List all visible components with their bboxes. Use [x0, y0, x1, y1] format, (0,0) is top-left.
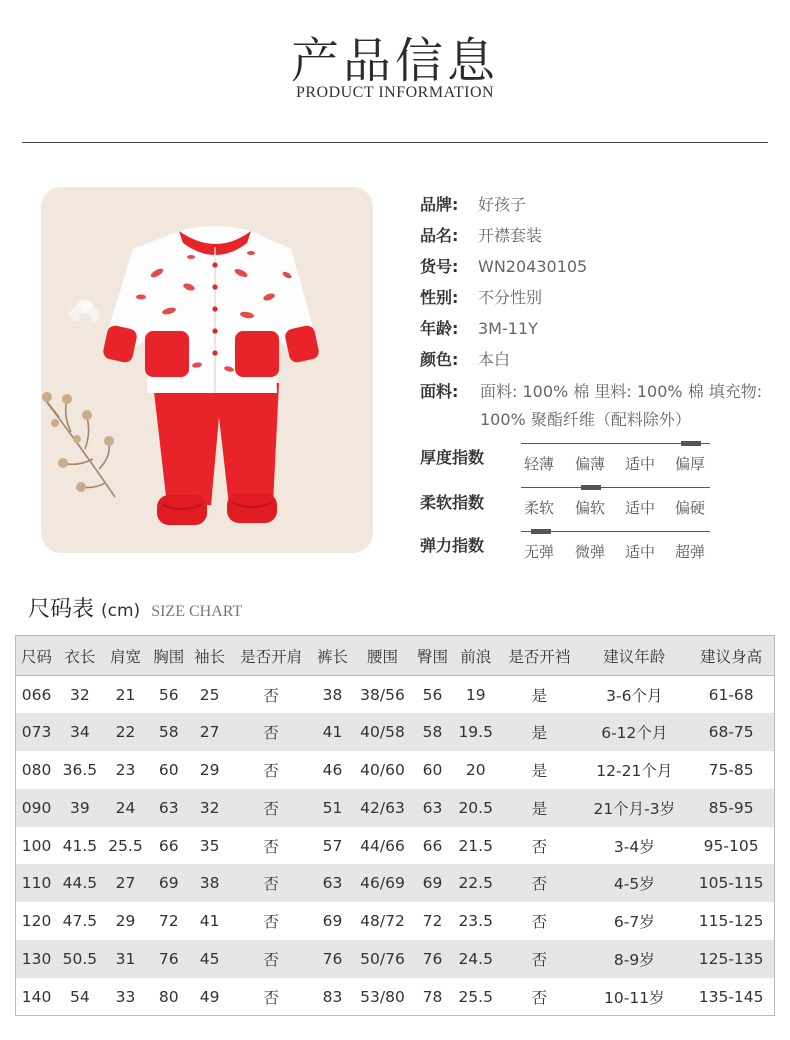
table-cell: 23.5: [458, 912, 493, 931]
table-row: [16, 789, 775, 827]
spec-row-name: [420, 223, 542, 246]
elasticity-index-label: 弹力指数: [420, 536, 485, 555]
table-cell: 否: [263, 761, 279, 780]
table-row: [16, 713, 775, 751]
table-cell: 78: [422, 987, 443, 1006]
table-cell: 41: [312, 713, 353, 751]
table-cell: 21: [115, 685, 136, 704]
table-cell: 66: [422, 836, 443, 855]
table-header-cell: 袖长: [189, 636, 230, 676]
table-cell: 32: [70, 685, 90, 704]
table-header-cell: 建议身高: [688, 636, 774, 676]
spec-row-age: [420, 316, 538, 339]
spec-label: 货号:: [420, 257, 459, 276]
table-cell: 49: [199, 987, 220, 1006]
table-header-cell: 腰围: [353, 636, 412, 676]
table-cell: 22.5: [453, 864, 499, 902]
table-cell: 95-105: [703, 836, 759, 855]
table-cell: 41: [199, 912, 220, 931]
table-row: [16, 864, 775, 902]
table-cell: 51: [312, 789, 353, 827]
spec-value: 不分性别: [478, 288, 543, 307]
white-jacket: [102, 226, 320, 393]
table-cell: 6-12个月: [580, 713, 688, 751]
table-cell: 否: [263, 837, 279, 856]
meter-option: 适中: [625, 543, 656, 561]
spec-row-sku: [420, 254, 587, 277]
meter-option: 超弹: [675, 543, 706, 561]
red-pants: [153, 383, 279, 525]
table-header-cell: 胸围: [148, 636, 189, 676]
size-chart-title-en: SIZE CHART: [151, 603, 243, 620]
table-cell: 否: [230, 940, 312, 978]
table-cell: 31: [103, 940, 149, 978]
table-cell: 48/72: [360, 912, 405, 931]
table-cell: 是: [498, 789, 580, 827]
table-cell: 105-115: [688, 864, 774, 902]
softness-index-label: 柔软指数: [420, 493, 485, 512]
table-cell: 是: [531, 686, 548, 705]
spec-value: WN20430105: [478, 257, 588, 276]
table-cell: 否: [230, 864, 312, 902]
meter-option: 微弹: [575, 543, 606, 561]
table-cell: 否: [263, 913, 279, 932]
table-header-cell: 尺码: [16, 636, 58, 676]
table-row: [16, 827, 775, 865]
spec-row-gender: [420, 285, 542, 308]
table-body: [16, 676, 775, 1016]
spec-label: 品名:: [420, 226, 459, 245]
table-cell: 066: [21, 685, 52, 704]
table-cell: 66: [158, 836, 179, 855]
spec-label: 面料:: [420, 382, 459, 401]
table-cell: 75-85: [708, 760, 754, 779]
table-header-cell: 臀围: [412, 636, 453, 676]
table-cell: 56: [158, 685, 179, 704]
spec-label: 颜色:: [420, 350, 459, 369]
table-cell: 3-4岁: [613, 837, 655, 856]
table-cell: 29: [199, 760, 220, 779]
table-header-cell: 肩宽: [103, 636, 149, 676]
table-cell: 12-21个月: [596, 761, 673, 780]
table-cell: 22: [103, 713, 149, 751]
dried-flower-decoration: [43, 397, 115, 497]
size-chart-table: [15, 635, 775, 1016]
table-cell: 38: [189, 864, 230, 902]
table-row: [16, 751, 775, 789]
table-cell: 40/60: [360, 760, 405, 779]
table-cell: 否: [263, 686, 279, 705]
meter-option: 偏硬: [675, 499, 706, 517]
table-cell: 35: [199, 836, 220, 855]
meter-option: 偏薄: [575, 455, 606, 473]
table-cell: 6-7岁: [613, 913, 655, 932]
table-header-cell: 裤长: [312, 636, 353, 676]
table-cell: 19.5: [453, 713, 499, 751]
product-photo: [41, 187, 373, 553]
spec-value: 3M-11Y: [478, 319, 538, 338]
table-cell: 58: [412, 713, 453, 751]
table-header-cell: 前浪: [453, 636, 499, 676]
table-cell: 19: [465, 685, 486, 704]
table-cell: 是: [531, 761, 548, 780]
spec-row-brand: [420, 192, 526, 215]
table-cell: 25.5: [458, 987, 493, 1006]
table-cell: 40/58: [353, 713, 412, 751]
table-cell: 38: [322, 685, 343, 704]
table-cell: 否: [531, 913, 548, 932]
meter-option: 偏软: [575, 499, 606, 517]
spec-value: 本白: [478, 350, 511, 369]
table-cell: 否: [263, 988, 279, 1007]
table-cell: 46: [322, 760, 343, 779]
meter-option: 轻薄: [524, 455, 555, 473]
meter-marker: [581, 485, 601, 490]
table-cell: 140: [21, 987, 52, 1006]
table-cell: 080: [21, 760, 52, 779]
table-header-cell: 衣长: [57, 636, 103, 676]
table-cell: 120: [21, 912, 52, 931]
meter-option: 无弹: [524, 543, 555, 561]
meter-option: 适中: [625, 455, 656, 473]
table-cell: 24: [103, 789, 149, 827]
table-header-cell: 是否开裆: [498, 636, 580, 676]
spec-label: 品牌:: [420, 195, 459, 214]
table-header-cell: 建议年龄: [580, 636, 688, 676]
table-cell: 29: [115, 912, 136, 931]
softness-index-meter: [521, 487, 710, 517]
table-header-row: [16, 636, 775, 676]
table-cell: 33: [115, 987, 136, 1006]
table-cell: 76: [148, 940, 189, 978]
spec-label: 性别:: [420, 288, 459, 307]
table-cell: 115-125: [698, 912, 764, 931]
table-cell: 56: [422, 685, 443, 704]
table-cell: 50.5: [57, 940, 103, 978]
table-cell: 60: [422, 760, 443, 779]
table-cell: 42/63: [353, 789, 412, 827]
table-cell: 27: [103, 864, 149, 902]
table-header-cell: 是否开肩: [230, 636, 312, 676]
table-cell: 否: [531, 837, 548, 856]
table-cell: 44.5: [57, 864, 103, 902]
thickness-index-label: 厚度指数: [420, 448, 485, 467]
table-cell: 25: [199, 685, 220, 704]
table-cell: 69: [412, 864, 453, 902]
elasticity-index-meter: [521, 531, 710, 561]
meter-marker: [681, 441, 701, 446]
table-cell: 63: [312, 864, 353, 902]
table-cell: 58: [148, 713, 189, 751]
spec-label: 年龄:: [420, 319, 459, 338]
table-cell: 72: [422, 912, 443, 931]
table-cell: 69: [148, 864, 189, 902]
table-cell: 100: [21, 836, 52, 855]
meter-option: 适中: [625, 499, 656, 517]
table-cell: 50/76: [353, 940, 412, 978]
cotton-decoration: [70, 300, 100, 325]
table-cell: 090: [16, 789, 58, 827]
size-chart-unit: (cm): [101, 601, 141, 621]
table-cell: 否: [498, 940, 580, 978]
thickness-index-meter: [521, 443, 710, 473]
table-cell: 57: [322, 836, 343, 855]
page-title: 产品信息: [290, 33, 499, 89]
table-cell: 54: [70, 987, 90, 1006]
table-row: [16, 902, 775, 940]
spec-value: 好孩子: [478, 195, 527, 214]
page-subtitle: PRODUCT INFORMATION: [295, 84, 495, 101]
table-cell: 61-68: [708, 685, 754, 704]
meter-marker: [531, 529, 551, 534]
table-cell: 46/69: [353, 864, 412, 902]
table-row: [16, 676, 775, 714]
table-cell: 8-9岁: [580, 940, 688, 978]
table-cell: 34: [57, 713, 103, 751]
table-cell: 20: [465, 760, 486, 779]
table-cell: 否: [230, 789, 312, 827]
table-cell: 47.5: [62, 912, 98, 931]
table-cell: 135-145: [698, 987, 764, 1006]
table-cell: 否: [230, 713, 312, 751]
table-cell: 21个月-3岁: [580, 789, 688, 827]
baby-outfit-illustration: [41, 187, 373, 553]
table-cell: 44/66: [360, 836, 405, 855]
table-cell: 63: [412, 789, 453, 827]
table-cell: 38/56: [360, 685, 405, 704]
table-cell: 69: [322, 912, 343, 931]
table-cell: 3-6个月: [606, 686, 663, 705]
table-cell: 68-75: [688, 713, 774, 751]
meter-track: [521, 487, 710, 488]
meter-option: 偏厚: [675, 455, 706, 473]
spec-value: 面料: 100% 棉 里料: 100% 棉 填充物: 100% 聚酯纤维（配料除外）: [480, 382, 763, 429]
spec-value: 开襟套装: [478, 226, 543, 245]
table-cell: 是: [498, 713, 580, 751]
table-cell: 85-95: [688, 789, 774, 827]
table-cell: 23: [115, 760, 136, 779]
table-cell: 41.5: [62, 836, 98, 855]
table-cell: 110: [16, 864, 58, 902]
table-cell: 4-5岁: [580, 864, 688, 902]
table-cell: 63: [148, 789, 189, 827]
table-cell: 125-135: [688, 940, 774, 978]
table-cell: 073: [16, 713, 58, 751]
table-cell: 10-11岁: [604, 988, 665, 1007]
table-cell: 53/80: [360, 987, 405, 1006]
spec-row-fabric: [420, 378, 763, 429]
table-cell: 60: [158, 760, 179, 779]
header-divider: [22, 142, 768, 143]
size-chart-title: [28, 592, 242, 623]
table-cell: 72: [158, 912, 179, 931]
table-cell: 76: [412, 940, 453, 978]
table-cell: 否: [498, 864, 580, 902]
table-cell: 76: [312, 940, 353, 978]
table-cell: 21.5: [458, 836, 493, 855]
table-cell: 否: [531, 988, 548, 1007]
table-cell: 45: [189, 940, 230, 978]
table-row: [16, 940, 775, 978]
table-cell: 20.5: [453, 789, 499, 827]
meter-option: 柔软: [524, 499, 555, 517]
table-cell: 36.5: [62, 760, 98, 779]
table-cell: 27: [189, 713, 230, 751]
table-cell: 130: [16, 940, 58, 978]
size-chart-title-cn: 尺码表: [28, 597, 95, 622]
table-cell: 24.5: [453, 940, 499, 978]
table-cell: 25.5: [108, 836, 143, 855]
table-cell: 80: [158, 987, 179, 1006]
spec-row-color: [420, 347, 510, 370]
table-cell: 39: [57, 789, 103, 827]
table-cell: 32: [189, 789, 230, 827]
table-cell: 83: [322, 987, 343, 1006]
table-row: [16, 978, 775, 1016]
